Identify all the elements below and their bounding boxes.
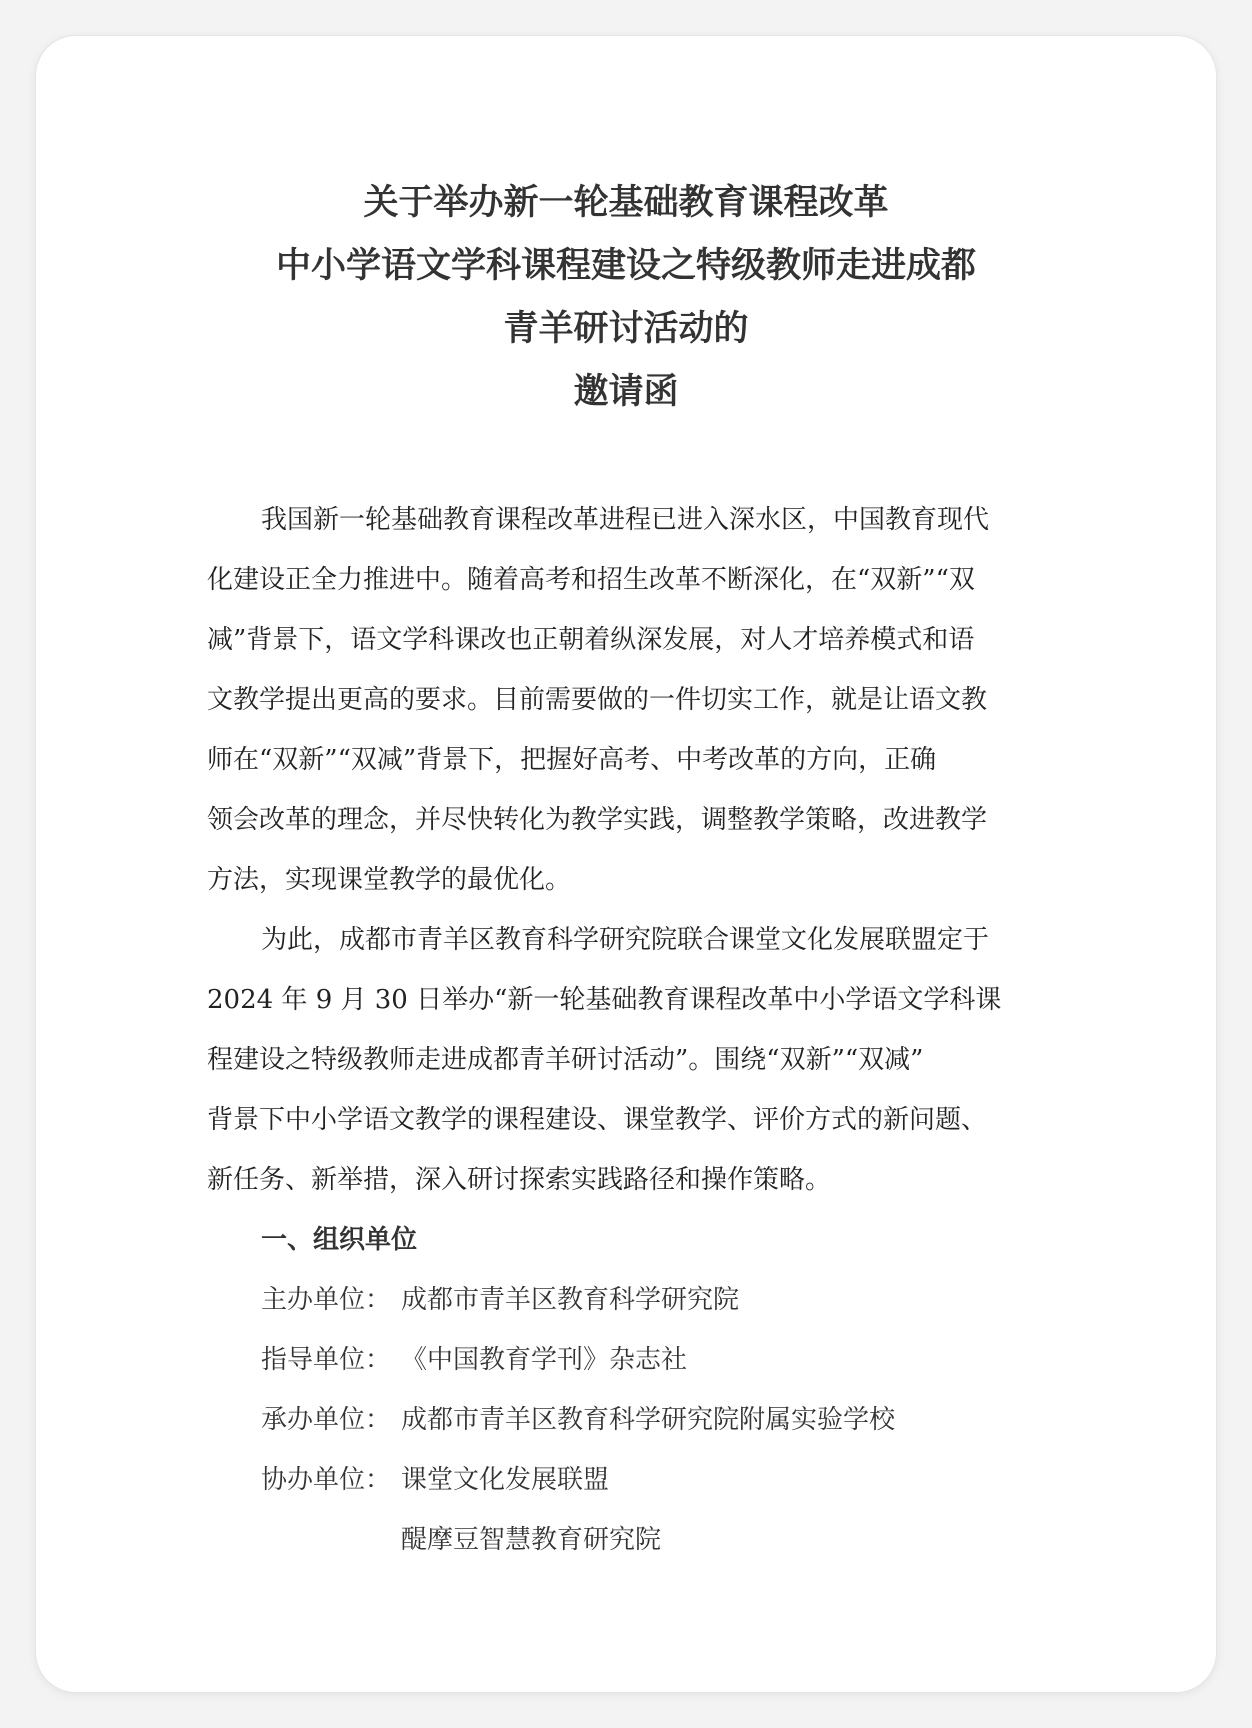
paragraph-1 (207, 490, 1039, 910)
org-value-guide: 《中国教育学刊》杂志社 (401, 1345, 688, 1375)
org-label-co-organizer: 协办单位： (261, 1465, 392, 1495)
org-row-co-organizer (207, 1450, 1039, 1510)
org-value-co-organizer-2: 醍摩豆智慧教育研究院 (401, 1525, 662, 1555)
paragraph-1-line-1: 我国新一轮基础教育课程改革进程已进入深水区，中国教育现代 (261, 505, 990, 535)
org-value-host: 成都市青羊区教育科学研究院 (401, 1285, 740, 1315)
section-heading-organizers: 一、组织单位 (261, 1225, 418, 1255)
paragraph-1-line-7: 方法，实现课堂教学的最优化。 (207, 865, 572, 895)
paragraph-1-line-3: 减”背景下，语文学科课改也正朝着纵深发展，对人才培养模式和语 (207, 625, 975, 655)
document-title (0, 172, 1252, 424)
org-value-co-organizer-1: 课堂文化发展联盟 (401, 1465, 610, 1495)
paragraph-2-line-1: 为此，成都市青羊区教育科学研究院联合课堂文化发展联盟定于 (261, 925, 990, 955)
paragraph-1-line-4: 文教学提出更高的要求。目前需要做的一件切实工作，就是让语文教 (207, 685, 988, 715)
paragraph-2 (207, 910, 1039, 1210)
org-label-organizer: 承办单位： (261, 1405, 392, 1435)
org-label-guide: 指导单位： (261, 1345, 392, 1375)
paragraph-1-line-2: 化建设正全力推进中。随着高考和招生改革不断深化，在“双新”“双 (207, 565, 975, 595)
org-row-organizer (207, 1390, 1039, 1450)
org-label-host: 主办单位： (261, 1285, 392, 1315)
paragraph-1-line-6: 领会改革的理念，并尽快转化为教学实践，调整教学策略，改进教学 (207, 805, 988, 835)
org-row-guide (207, 1330, 1039, 1390)
title-line-2: 中小学语文学科课程建设之特级教师走进成都 (275, 246, 976, 286)
title-line-3: 青羊研讨活动的 (503, 309, 749, 349)
paragraph-1-line-5: 师在“双新”“双减”背景下，把握好高考、中考改革的方向，正确 (207, 745, 937, 775)
paragraph-2-line-5: 新任务、新举措，深入研讨探索实践路径和操作策略。 (207, 1165, 832, 1195)
org-row-co-organizer-2 (207, 1510, 1039, 1570)
paragraph-2-line-3: 程建设之特级教师走进成都青羊研讨活动”。围绕“双新”“双减” (207, 1045, 924, 1075)
paragraph-2-line-4: 背景下中小学语文教学的课程建设、课堂教学、评价方式的新问题、 (207, 1105, 988, 1135)
title-line-1: 关于举办新一轮基础教育课程改革 (363, 183, 889, 223)
org-value-organizer: 成都市青羊区教育科学研究院附属实验学校 (401, 1405, 896, 1435)
title-line-4: 邀请函 (573, 372, 679, 412)
paragraph-2-line-2: 2024 年 9 月 30 日举办“新一轮基础教育课程改革中小学语文学科课 (207, 985, 1002, 1015)
org-row-host (207, 1270, 1039, 1330)
org-label-spacer (261, 1510, 401, 1570)
document-body (207, 490, 1039, 1570)
